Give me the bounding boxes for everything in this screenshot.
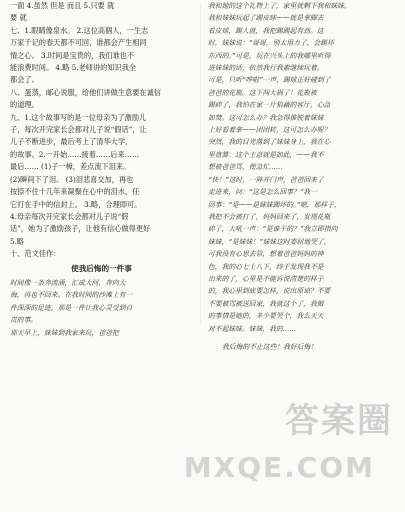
text-line: 对不起妹妹。妹妹，我的…… bbox=[208, 324, 297, 333]
text-line: 4.母亲每次开完家长会都对儿子说“假 bbox=[10, 211, 129, 221]
text-line: 十、范文佳作： bbox=[10, 249, 61, 259]
text-line: 走进来，问：“这是怎么回事？”我一 bbox=[208, 188, 317, 197]
text-line: 儿子不断进步，最后考上了清华大学， bbox=[10, 137, 133, 147]
text-line: 话”，她为了激励孩子，让他有信心做得更好 bbox=[10, 224, 151, 234]
text-line: 我和妹妹玩起了踢皮球——就是拿脚去 bbox=[208, 14, 324, 23]
text-line: 海，再也不回来。在我时间的沙滩上有一 bbox=[10, 291, 133, 300]
text-line: 最后…… (1)子一樟，差点流下泪来。 bbox=[10, 162, 131, 172]
text-line: 一面 4.虽然 但是 而且 5.只要 就 bbox=[10, 1, 115, 10]
text-line: 万家千记的春天都不可回，谁都会产生相同 bbox=[10, 38, 147, 48]
text-line: 进妹妹的话，依然我行我素继续玩着。 bbox=[208, 64, 324, 73]
text-line: 的，我心里到底要怎样，说出原谅？不要 bbox=[208, 287, 331, 296]
text-line: 上好看着拿——团团转，这可怎么办呢？ bbox=[208, 126, 331, 135]
text-line: 出来的了，心里是不能诉说清楚的样子 bbox=[208, 274, 324, 283]
text-line: 妹妹，“是妹妹！”妹妹这时委屈地哭了， bbox=[208, 237, 331, 246]
text-line: 爸爸的花瓶。这下闯大祸了！花瓶被 bbox=[208, 88, 317, 97]
text-line: 那天早上，妹妹到我家来玩，爸爸把 bbox=[10, 328, 119, 337]
essay-title: 使我后悔的一件事 bbox=[71, 263, 132, 273]
text-line: 东西的。”可是，玩在兴头上的我哪里听得 bbox=[208, 51, 331, 60]
text-line: 能浪费时间。 4.略 5.老师讲的知识我全 bbox=[10, 63, 137, 73]
text-line: 的故事。2.一开始……接着……后来…… bbox=[10, 149, 140, 159]
text-line: 情之心。 3.时间是宝贵的，我们谁也不 bbox=[10, 50, 135, 60]
text-line: 可是，只听“哗啦”一声，踢球正好碰到了 bbox=[208, 76, 331, 85]
text-line: 按捺不住十几年来凝聚在心中的泪水，任 bbox=[10, 187, 140, 197]
text-line: 的事情是她的，多少要哭个，我么天天 bbox=[208, 312, 324, 321]
watermark-url: MXQE.COM bbox=[183, 451, 375, 484]
watermark-logo: 答案圈 bbox=[285, 401, 393, 441]
text-line: 踢碎了，我怕在家一片狼藉的客厅，心急 bbox=[208, 101, 331, 110]
text-line: 七、1.眼睛像泉水。 2.这位高個人，一生志 bbox=[10, 25, 149, 35]
text-line: 都会了。 bbox=[10, 75, 39, 85]
text-line: 子，每次开完家长会都对儿子说“假话”，让 bbox=[10, 125, 147, 135]
text-line: 时，妹妹说：“哥哥，别太用力了，会踢坏 bbox=[208, 39, 334, 48]
text-line: 不要被骂被送回家，我就这个了，我做 bbox=[208, 299, 324, 308]
text-line: 我把不会被打了，妈妈回来了，发现花瓶 bbox=[208, 212, 331, 221]
answer-lines bbox=[10, 0, 193, 261]
text-line: 可我没有心思去管，想着爸爸妈妈的神 bbox=[208, 250, 324, 259]
column-divider bbox=[200, 4, 201, 324]
text-line: 色，我的心七上八下，终于发现我不是 bbox=[208, 262, 324, 271]
text-line: 5.略 bbox=[10, 236, 25, 246]
text-line: 里盘算：这个主意就是如此，——我不 bbox=[208, 150, 324, 159]
essay-right-body bbox=[208, 0, 394, 335]
text-line: 件深深的足迹，那是一件让我心灵受到自 bbox=[10, 303, 133, 312]
text-line: 想被爸爸骂，便急忙…… bbox=[208, 163, 283, 172]
text-line: 碎了，大吼一声：“是谁干的？”我立即指向 bbox=[208, 225, 338, 234]
essay-left-body bbox=[10, 277, 193, 339]
right-column bbox=[208, 0, 394, 353]
text-line: 看皮球，踢人就，我把踢踢起有劲。这 bbox=[208, 26, 324, 35]
text-line: 时间像一条奔流涌，汇成大河，奔向大 bbox=[10, 278, 126, 287]
essay-closing: 我后悔的不止这些！我好后悔！ bbox=[222, 342, 318, 351]
text-line: 我和她的这个礼物上了，家里就剩下我和妹妹。 bbox=[208, 2, 351, 10]
text-line: 它打在手中的信封上。 3.略，合理即可。 bbox=[10, 199, 142, 209]
left-column bbox=[10, 0, 193, 339]
text-line: 回事：“是——是妹妹踢坏的。”嗯，那样子， bbox=[208, 200, 341, 209]
text-line: 九、1.这个故事写的是一位母亲为了激励儿 bbox=[10, 112, 147, 122]
text-line: 八、蛋蒸，邮心说服，给他们讲做生意要在诚信 bbox=[10, 87, 161, 97]
text-line: 的道理。 bbox=[10, 100, 39, 110]
text-line: 责的事。 bbox=[10, 316, 38, 325]
text-line: 如焚。这可怎么办？我急得推脱着妹妹 bbox=[208, 113, 324, 122]
text-line: (2)瞬间下了泪。 (3)泪悲喜交加，再也 bbox=[10, 174, 134, 184]
text-line: 突然，我的目光落到了妹妹身上，我在心 bbox=[208, 138, 331, 147]
text-line: “快！”这时，一阵开门声，爸爸回来了 bbox=[208, 175, 324, 184]
text-line: 要 就 bbox=[10, 13, 27, 23]
